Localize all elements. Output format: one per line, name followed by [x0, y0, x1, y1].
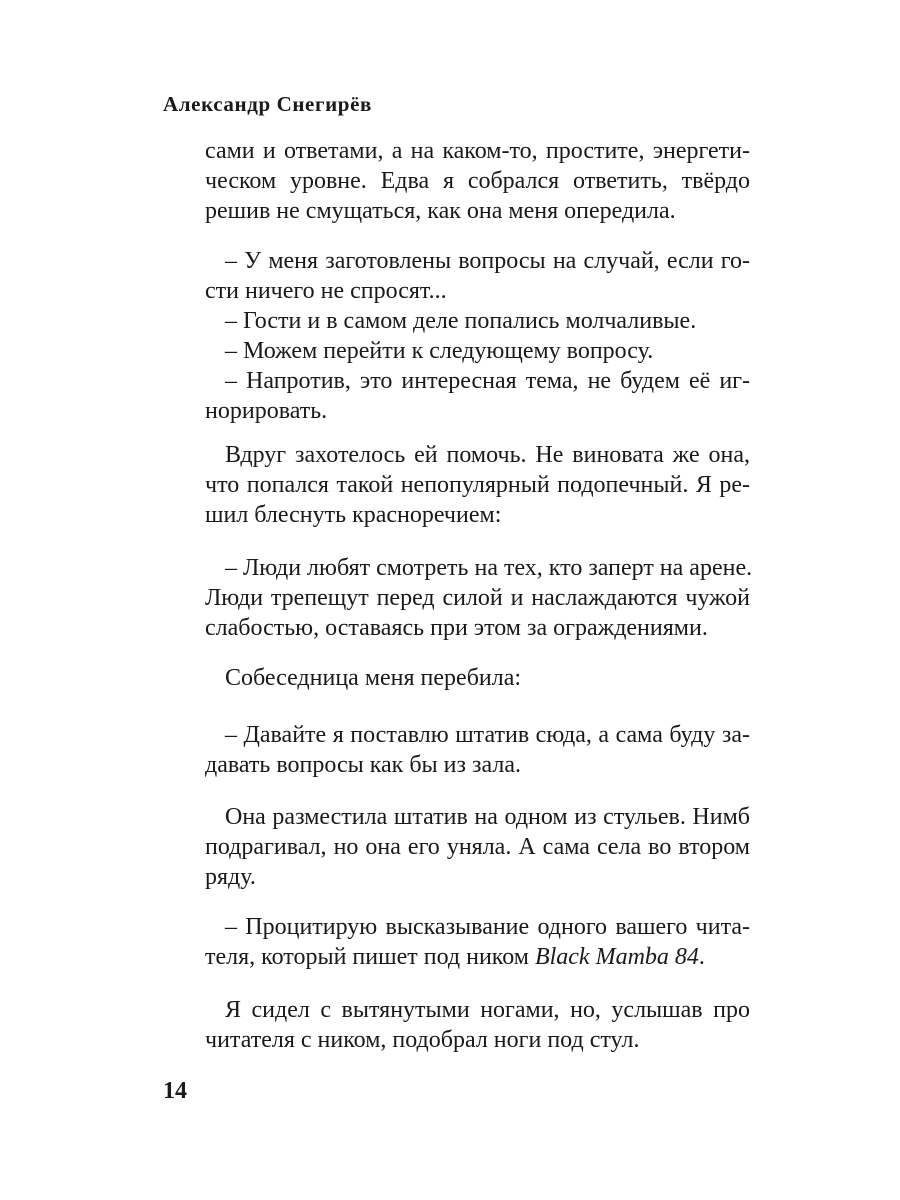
- text-line: – Напротив, это интересная тема, не будем её иг-: [225, 368, 750, 394]
- page-number: 14: [163, 1078, 187, 1104]
- text-line-with-italic: [205, 942, 750, 972]
- paragraph: [205, 663, 750, 693]
- text-line: ческом уровне. Едва я собрался ответить, твёрдо: [205, 168, 750, 194]
- text-line: читателя с ником, подобрал ноги под стул.: [205, 1027, 640, 1053]
- text-line: Собеседница меня перебила:: [225, 665, 522, 691]
- text-line: ряду.: [205, 864, 256, 890]
- text-line: – Процитирую высказывание одного вашего чита-: [225, 914, 750, 940]
- paragraph: [205, 136, 750, 226]
- paragraph: [205, 912, 750, 972]
- text-fragment: теля, который пишет под ником: [205, 944, 535, 970]
- text-line: – У меня заготовлены вопросы на случай, если го-: [225, 248, 750, 274]
- paragraph: [205, 440, 750, 530]
- running-head: Александр Снегирёв: [163, 92, 372, 116]
- text-line: подрагивал, но она его уняла. А сама села во втором: [205, 834, 750, 860]
- paragraph: [205, 246, 750, 426]
- text-line: – Давайте я поставлю штатив сюда, а сама буду за-: [225, 722, 750, 748]
- text-line: давать вопросы как бы из зала.: [205, 752, 521, 778]
- paragraph: [205, 802, 750, 892]
- text-line: норировать.: [205, 398, 328, 424]
- text-line: – Гости и в самом деле попались молчаливые.: [225, 308, 697, 334]
- text-line: Я сидел с вытянутыми ногами, но, услышав про: [225, 997, 750, 1023]
- text-line: решив не смущаться, как она меня опередила.: [205, 198, 676, 224]
- paragraph: [205, 995, 750, 1055]
- text-line: сами и ответами, а на каком-то, простите, энергети-: [205, 138, 750, 164]
- text-line: Она разместила штатив на одном из стульев. Нимб: [225, 804, 750, 830]
- text-line: что попался такой непопулярный подопечный. Я ре-: [205, 472, 750, 498]
- text-line: слабостью, оставаясь при этом за ограждениями.: [205, 615, 708, 641]
- paragraph: [205, 553, 753, 643]
- text-line: Вдруг захотелось ей помочь. Не виновата же она,: [225, 442, 750, 468]
- text-line: – Можем перейти к следующему вопросу.: [225, 338, 654, 364]
- paragraph: [205, 720, 750, 780]
- text-line: – Люди любят смотреть на тех, кто заперт на арене.: [225, 555, 753, 581]
- text-line: шил блеснуть красноречием:: [205, 502, 502, 528]
- text-fragment: .: [698, 944, 705, 970]
- text-line: сти ничего не спросят...: [205, 278, 447, 304]
- text-line: Люди трепещут перед силой и наслаждаются чужой: [205, 585, 750, 611]
- italic-nickname: Black Mamba 84: [534, 944, 699, 970]
